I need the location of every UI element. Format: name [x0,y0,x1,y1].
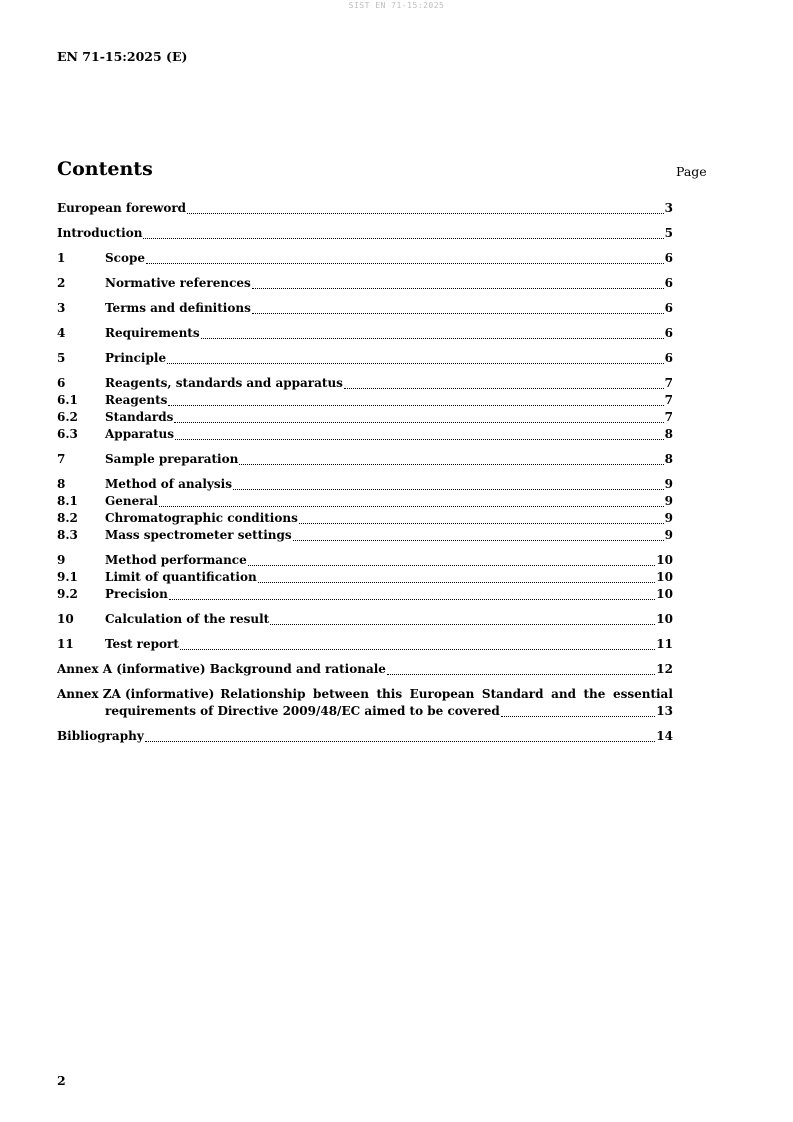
toc-entry[interactable] [57,275,673,292]
dot-leader [258,582,656,583]
toc-entry[interactable] [57,552,673,569]
toc-entry[interactable] [57,375,673,392]
toc-entry[interactable] [57,586,673,603]
toc-page-number: 8 [664,427,673,441]
toc-section-number: 6.1 [57,393,78,407]
toc-entry-bibliography[interactable] [57,728,673,745]
toc-page-number: 6 [664,251,673,265]
dot-leader [180,649,655,650]
toc-page-number: 7 [664,393,673,407]
toc-section-number: 11 [57,637,74,651]
page-title: Contents [57,158,153,180]
toc-entry-title: Reagents [105,393,168,407]
dot-leader [501,716,656,717]
toc-section-number: 5 [57,351,66,365]
toc-entry[interactable] [57,200,673,217]
toc-page-number: 10 [656,553,673,567]
toc-entry[interactable] [57,300,673,317]
annex-za-label: Annex ZA (informative) [57,687,215,701]
toc-section-number: 8 [57,477,66,491]
toc-section-number: 9.2 [57,587,78,601]
toc-page-number: 10 [656,612,673,626]
toc-page-number: 6 [664,351,673,365]
dot-leader [387,674,655,675]
toc-page-number: 7 [664,410,673,424]
toc-entry-title: Calculation of the result [105,612,270,626]
toc-entry-annex-za[interactable] [57,686,673,720]
toc-entry[interactable] [57,392,673,409]
dot-leader [146,263,664,264]
toc-page-number: 9 [664,477,673,491]
toc-section-number: 7 [57,452,66,466]
toc-section-number: 9.1 [57,570,78,584]
toc-entry-title: Normative references [105,276,251,290]
toc-entry[interactable] [57,225,673,242]
dot-leader [159,506,664,507]
toc-entry-title: Reagents, standards and apparatus [105,376,343,390]
toc-entry[interactable] [57,611,673,628]
toc-page-number: 6 [664,326,673,340]
toc-entry-title: Method performance [105,553,247,567]
toc-entry[interactable] [57,476,673,493]
annex-za-title-line1: Relationship between this European Standard and the essential [220,687,673,701]
toc-entry-title: Sample preparation [105,452,239,466]
dot-leader [174,422,663,423]
toc-entry-title: Annex A (informative) Background and rationale [57,662,386,676]
toc-section-number: 3 [57,301,66,315]
toc-page-number: 5 [664,226,673,240]
toc-page-number: 9 [664,511,673,525]
toc-entry-title: Method of analysis [105,477,232,491]
dot-leader [169,599,655,600]
toc-page-number: 9 [664,528,673,542]
toc-entry-title: General [105,494,158,508]
toc-section-number: 6.3 [57,427,78,441]
toc-section-number: 8.2 [57,511,78,525]
dot-leader [293,540,664,541]
toc-page-number: 14 [656,729,673,743]
toc-entry-title: Bibliography [57,729,144,743]
dot-leader [167,363,664,364]
toc-entry[interactable] [57,350,673,367]
toc-entry[interactable] [57,409,673,426]
toc-section-number: 2 [57,276,66,290]
table-of-contents [57,200,673,745]
dot-leader [143,238,663,239]
toc-section-number: 9 [57,553,66,567]
toc-entry-title: Precision [105,587,168,601]
dot-leader [344,388,664,389]
toc-section-number: 6 [57,376,66,390]
dot-leader [252,313,664,314]
toc-page-number: 6 [664,301,673,315]
toc-page-number: 10 [656,587,673,601]
dot-leader [252,288,664,289]
toc-entry[interactable] [57,636,673,653]
toc-entry[interactable] [57,493,673,510]
toc-entry-title: Scope [105,251,146,265]
dot-leader [248,565,656,566]
dot-leader [201,338,664,339]
toc-page-number: 8 [664,452,673,466]
toc-section-number: 4 [57,326,66,340]
toc-page-number: 12 [656,662,673,676]
toc-entry-title: Introduction [57,226,143,240]
toc-section-number: 6.2 [57,410,78,424]
dot-leader [270,624,655,625]
toc-entry-title: European foreword [57,201,187,215]
toc-entry-title: Limit of quantification [105,570,257,584]
toc-page-number: 11 [656,637,673,651]
toc-entry[interactable] [57,527,673,544]
dot-leader [299,523,664,524]
dot-leader [187,213,664,214]
toc-entry-title: Apparatus [105,427,174,441]
toc-page-number: 3 [664,201,673,215]
toc-section-number: 8.3 [57,528,78,542]
toc-entry-title: Requirements [105,326,200,340]
toc-entry-title: Standards [105,410,174,424]
annex-za-title-line2: requirements of Directive 2009/48/EC aimed to be covered [105,704,500,718]
toc-page-number: 13 [656,704,673,718]
toc-entry[interactable] [57,325,673,342]
toc-section-number: 1 [57,251,66,265]
toc-entry-title: Chromatographic conditions [105,511,298,525]
toc-entry[interactable] [57,510,673,527]
document-id: EN 71-15:2025 (E) [57,49,188,64]
toc-section-number: 10 [57,612,74,626]
toc-section-number: 8.1 [57,494,78,508]
dot-leader [233,489,664,490]
dot-leader [168,405,663,406]
toc-page-number: 9 [664,494,673,508]
toc-entry[interactable] [57,569,673,586]
toc-entry-title: Test report [105,637,179,651]
dot-leader [239,464,663,465]
toc-entry-title: Principle [105,351,167,365]
toc-entry[interactable] [57,451,673,468]
watermark: SIST EN 71-15:2025 [348,1,445,10]
toc-entry-title: Terms and definitions [105,301,251,315]
toc-page-number: 7 [664,376,673,390]
page-column-label: Page [676,164,707,179]
dot-leader [175,439,664,440]
dot-leader [145,741,656,742]
toc-entry[interactable] [57,426,673,443]
footer-page-number: 2 [57,1073,66,1088]
toc-page-number: 10 [656,570,673,584]
toc-entry[interactable] [57,661,673,678]
toc-entry-title: Mass spectrometer settings [105,528,292,542]
toc-entry[interactable] [57,250,673,267]
toc-page-number: 6 [664,276,673,290]
